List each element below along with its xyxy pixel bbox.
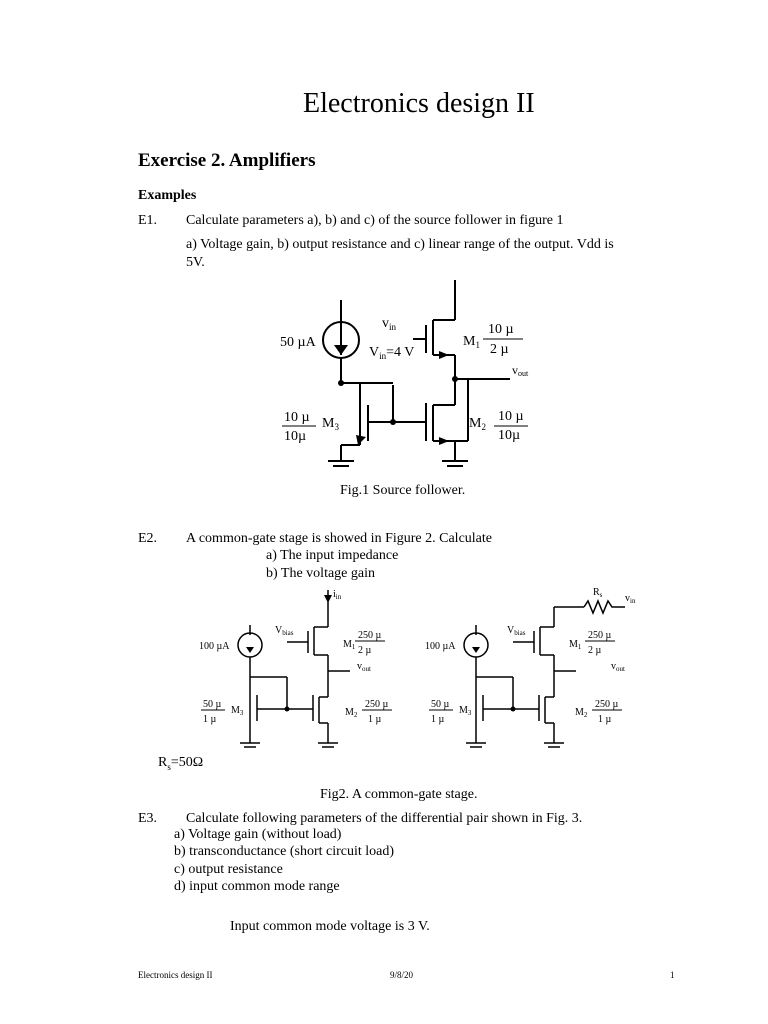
fig2-cs-left: 100 µA (199, 641, 230, 652)
e3-item-c: c) output resistance (174, 862, 283, 877)
e3-text: Calculate following parameters of the differential pair shown in Fig. 3. (186, 811, 583, 826)
footer-date: 9/8/20 (390, 970, 414, 980)
fig2-m2-left: $M_2$ (345, 707, 358, 719)
e1-line2: a) Voltage gain, b) output resistance and c) linear range of the output. Vdd is (186, 237, 614, 252)
fig2-m2-l-left: 1 µ (368, 714, 382, 725)
e2-item-b: b) The voltage gain (266, 566, 375, 581)
fig2-vin-label: $v_{in}$ (625, 593, 636, 605)
fig2-vout-right: $v_{out}$ (611, 661, 625, 673)
fig2-vbias-right: $V_{bias}$ (507, 625, 526, 637)
e1-line3: 5V. (186, 255, 205, 270)
fig2-vbias-left: $V_{bias}$ (275, 625, 294, 637)
fig2-m2-l-right: 1 µ (598, 714, 612, 725)
fig1-current-label: 50 µA (280, 335, 316, 350)
examples-heading: Examples (138, 188, 197, 203)
fig2-m3-w-left: 50 µ (203, 699, 222, 710)
fig2-iin-label: $i_{in}$ (333, 589, 342, 601)
e3-item-a: a) Voltage gain (without load) (174, 827, 342, 842)
e1-text: Calculate parameters a), b) and c) of the source follower in figure 1 (186, 213, 564, 228)
fig1-m2-label: $M_2$ (469, 416, 486, 432)
fig2-m3-l-left: 1 µ (203, 714, 217, 725)
fig1-vout-label: vout (512, 363, 529, 378)
e2-item-a: a) The input impedance (266, 548, 399, 563)
figure-2-common-gate (195, 585, 645, 757)
fig1-caption: Fig.1 Source follower. (340, 483, 466, 498)
fig2-m1-left: $M_1$ (343, 639, 356, 651)
fig2-m1-w-left: 250 µ (358, 630, 382, 641)
fig2-m1-w-right: 250 µ (588, 630, 612, 641)
fig2-m3-right: $M_3$ (459, 705, 472, 717)
fig1-m3-length: 10µ (284, 429, 307, 444)
fig1-m1-length: 2 µ (490, 342, 509, 357)
fig2-vout-left: $v_{out}$ (357, 661, 371, 673)
fig2-m3-left: $M_3$ (231, 705, 244, 717)
e3-item-b: b) transconductance (short circuit load) (174, 844, 395, 859)
fig1-vin-dc-label: $V_{in}=4$ V (369, 345, 415, 361)
document-title: Electronics design II (303, 88, 535, 119)
fig2-m1-l-left: 2 µ (358, 645, 372, 656)
e1-label: E1. (138, 213, 158, 228)
figure-1-source-follower (278, 275, 548, 475)
fig2-rs-label: $R_s$ (593, 587, 603, 599)
rs-note: $R_s=50\Omega$ (158, 755, 204, 772)
e2-label: E2. (138, 531, 158, 546)
e2-text: A common-gate stage is showed in Figure 2. Calculate (186, 531, 492, 546)
exercise-heading: Exercise 2. Amplifiers (138, 150, 316, 171)
fig1-m1-width: 10 µ (488, 322, 514, 337)
fig1-m1-label: $M_1$ (463, 334, 480, 350)
fig2-caption: Fig2. A common-gate stage. (320, 787, 478, 802)
footer-left: Electronics design II (138, 970, 213, 980)
fig1-m3-label: $M_3$ (322, 416, 339, 432)
e3-item-d: d) input common mode range (174, 879, 340, 894)
fig2-m2-w-right: 250 µ (595, 699, 619, 710)
e3-note: Input common mode voltage is 3 V. (230, 919, 430, 934)
footer-page-number: 1 (670, 970, 675, 980)
e3-label: E3. (138, 811, 158, 826)
fig1-m2-width: 10 µ (498, 409, 524, 424)
fig2-m3-l-right: 1 µ (431, 714, 445, 725)
fig1-vin-label: $v_{in}$ (382, 316, 397, 332)
fig1-m3-width: 10 µ (284, 410, 310, 425)
fig2-m1-right: $M_1$ (569, 639, 582, 651)
fig2-cs-right: 100 µA (425, 641, 456, 652)
fig2-m2-w-left: 250 µ (365, 699, 389, 710)
fig2-m3-w-right: 50 µ (431, 699, 450, 710)
fig2-m1-l-right: 2 µ (588, 645, 602, 656)
fig1-m2-length: 10µ (498, 428, 521, 443)
fig2-m2-right: $M_2$ (575, 707, 588, 719)
